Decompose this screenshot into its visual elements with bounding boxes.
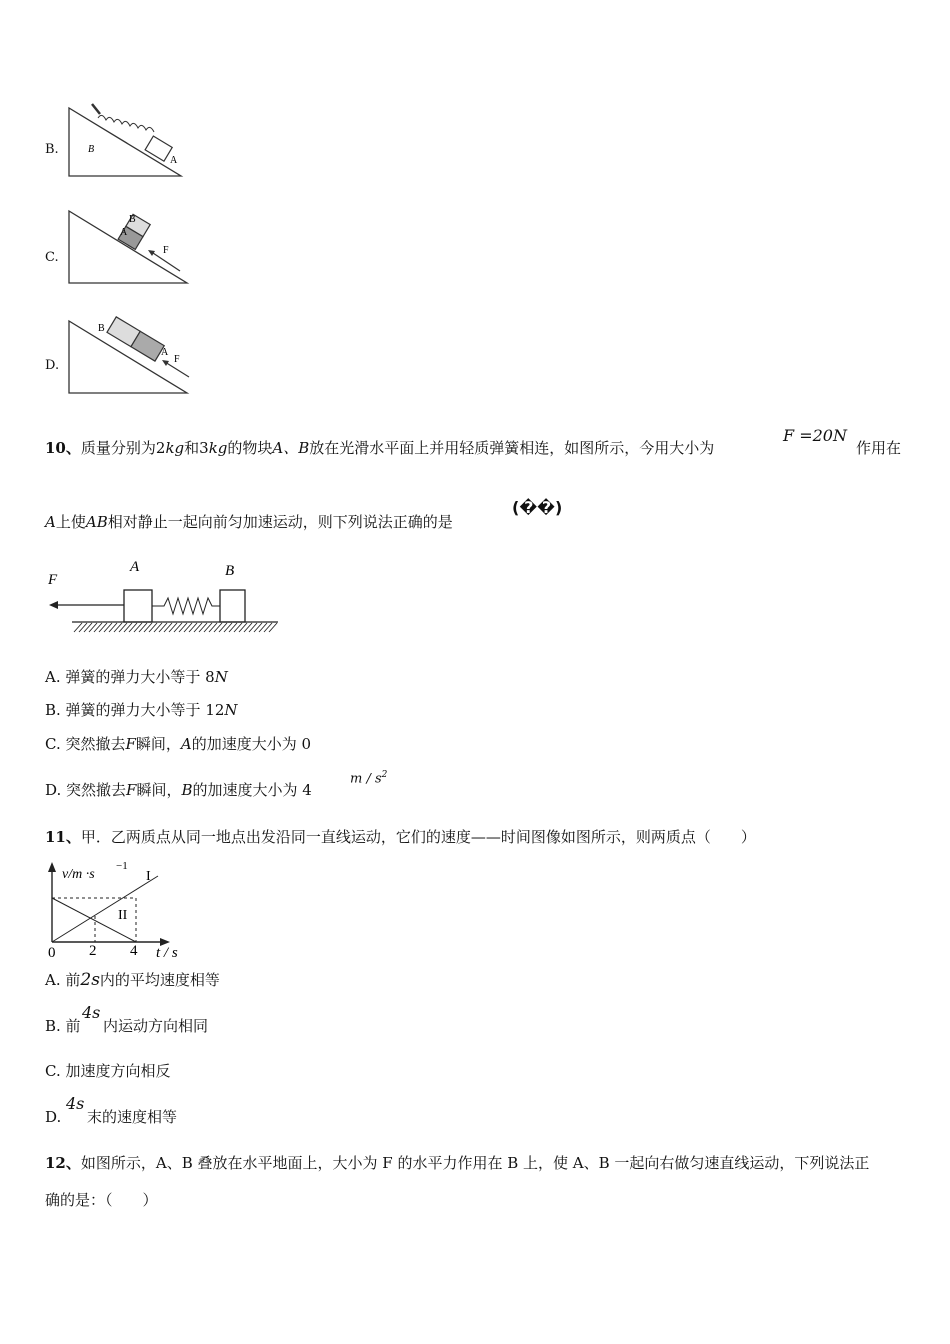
line-1-label: I bbox=[146, 869, 151, 884]
q10-question-line1 bbox=[45, 438, 714, 458]
q10-question-line2 bbox=[45, 512, 453, 532]
q11-option-b-label: B. 前 bbox=[45, 1017, 81, 1035]
q10-figure bbox=[42, 556, 287, 640]
q11-graph bbox=[40, 856, 200, 966]
q10-sym-ab: AB bbox=[85, 513, 108, 531]
y-axis-arrowhead bbox=[48, 862, 56, 872]
q12-question-line1 bbox=[45, 1153, 869, 1173]
q10-force-expr: F =20N bbox=[783, 426, 847, 445]
label-a: A bbox=[130, 559, 140, 575]
q12-line1: 如图所示，A、B 叠放在水平地面上，大小为 F 的水平力作用在 B 上，使 A、B 一起向右做匀速直线运动，下列说法正 bbox=[80, 1154, 870, 1172]
q10-option-c bbox=[45, 734, 311, 754]
q10-text-d: 放在光滑水平面上并用轻质弹簧相连，如图所示，今用大小为 bbox=[309, 439, 715, 457]
q10-option-b-text: B. 弹簧的弹力大小等于 12 bbox=[45, 701, 225, 719]
q10-text-c: 的物块 bbox=[227, 439, 273, 457]
q10-option-a bbox=[45, 667, 228, 687]
q10-option-c-post: 的加速度大小为 0 bbox=[191, 735, 312, 753]
q10-option-c-f: F bbox=[125, 735, 136, 753]
q10-sym-a: A bbox=[45, 513, 56, 531]
q9-option-b-letter: B. bbox=[45, 142, 59, 157]
label-f: F bbox=[163, 245, 169, 256]
q11-option-b-post: 内运动方向相同 bbox=[103, 1017, 209, 1035]
q11-number: 11、 bbox=[45, 828, 81, 846]
q11-option-a bbox=[45, 970, 220, 990]
q10-option-c-pre: C. 突然撤去 bbox=[45, 735, 126, 753]
tick-0: 0 bbox=[48, 945, 56, 961]
q10-mass1-unit: kg bbox=[165, 439, 185, 457]
label-f: F bbox=[174, 354, 180, 365]
q10-line2-b: 上使 bbox=[55, 513, 86, 531]
q10-option-d-mid: 瞬间， bbox=[136, 781, 182, 799]
q10-mass1: 2 bbox=[155, 439, 166, 457]
force-arrowhead bbox=[49, 601, 58, 609]
q10-mass2: 3 bbox=[199, 439, 209, 457]
q11-option-a-pre: A. 前 bbox=[45, 971, 81, 989]
spring bbox=[152, 598, 220, 614]
q10-option-d-unit bbox=[350, 770, 387, 786]
force-arrowhead bbox=[162, 360, 169, 366]
q10-text-a: 质量分别为 bbox=[80, 439, 156, 457]
wall-mount bbox=[92, 104, 100, 114]
q10-option-d-b: B bbox=[181, 781, 193, 799]
label-b: B bbox=[98, 323, 105, 334]
q9-option-c-figure bbox=[62, 205, 192, 287]
q11-option-a-post: 内的平均速度相等 bbox=[99, 971, 220, 989]
q9-option-d-figure bbox=[62, 315, 197, 397]
label-b: B bbox=[129, 214, 136, 225]
line-2-label: II bbox=[118, 908, 128, 923]
q10-option-d-f: F bbox=[126, 781, 137, 799]
tick-4: 4 bbox=[130, 943, 138, 959]
q11-option-c: C. 加速度方向相反 bbox=[45, 1062, 171, 1080]
q11-option-a-val: 2s bbox=[80, 970, 100, 990]
q10-mass2-unit: kg bbox=[208, 439, 228, 457]
q10-option-b-unit: N bbox=[224, 701, 238, 719]
q10-option-d-pre: D. 突然撤去 bbox=[45, 781, 127, 799]
q9-option-b-figure bbox=[62, 100, 192, 182]
y-label-sup: −1 bbox=[116, 860, 128, 872]
q9-option-c-letter: C. bbox=[45, 250, 59, 265]
label-a: A bbox=[120, 227, 128, 238]
q11-text: 甲．乙两质点从同一地点出发沿同一直线运动，它们的速度——时间图像如图所示，则两质点（ ） bbox=[80, 828, 756, 846]
q11-question bbox=[45, 827, 756, 847]
q10-text-e: 作用在 bbox=[856, 439, 902, 457]
tick-2: 2 bbox=[89, 943, 97, 959]
q10-option-b bbox=[45, 700, 238, 720]
ground-hatching bbox=[74, 623, 277, 632]
q10-number: 10、 bbox=[45, 439, 81, 457]
q10-option-c-a: A bbox=[180, 735, 192, 753]
q11-option-d-val: 4s bbox=[66, 1094, 85, 1113]
q11-option-b-val: 4s bbox=[82, 1003, 101, 1022]
q9-option-d-letter: D. bbox=[45, 358, 60, 373]
q10-option-d-unit-sup: 2 bbox=[381, 770, 388, 780]
q11-option-d-label: D. bbox=[45, 1108, 62, 1126]
x-label: t / s bbox=[156, 945, 178, 961]
line-1 bbox=[52, 876, 158, 942]
q10-option-d-post: 的加速度大小为 4 bbox=[192, 781, 312, 799]
q11-option-d-post: 末的速度相等 bbox=[87, 1108, 178, 1126]
label-b: B bbox=[225, 563, 235, 579]
block-b bbox=[220, 590, 245, 622]
q10-option-a-unit: N bbox=[214, 668, 228, 686]
label-a: A bbox=[161, 347, 169, 358]
block-a bbox=[124, 590, 152, 622]
q10-option-d-unit-text: m / s bbox=[350, 771, 382, 787]
y-label: v/m ·s bbox=[62, 867, 95, 882]
q10-blocks: A、B bbox=[272, 439, 310, 457]
label-b: B bbox=[88, 144, 95, 155]
q10-option-d bbox=[45, 780, 312, 800]
label-a: A bbox=[170, 155, 178, 166]
q10-text-b: 和 bbox=[184, 439, 200, 457]
spring-coil bbox=[98, 115, 154, 132]
q10-option-c-mid: 瞬间， bbox=[135, 735, 181, 753]
q10-answer-bracket: (��) bbox=[512, 498, 563, 517]
q10-line2-c: 相对静止一起向前匀加速运动，则下列说法正确的是 bbox=[107, 513, 453, 531]
q12-number: 12、 bbox=[45, 1154, 81, 1172]
label-force: F bbox=[48, 572, 58, 588]
q10-option-a-text: A. 弹簧的弹力大小等于 8 bbox=[45, 668, 215, 686]
q12-question-line2: 确的是：（ ） bbox=[45, 1191, 158, 1209]
